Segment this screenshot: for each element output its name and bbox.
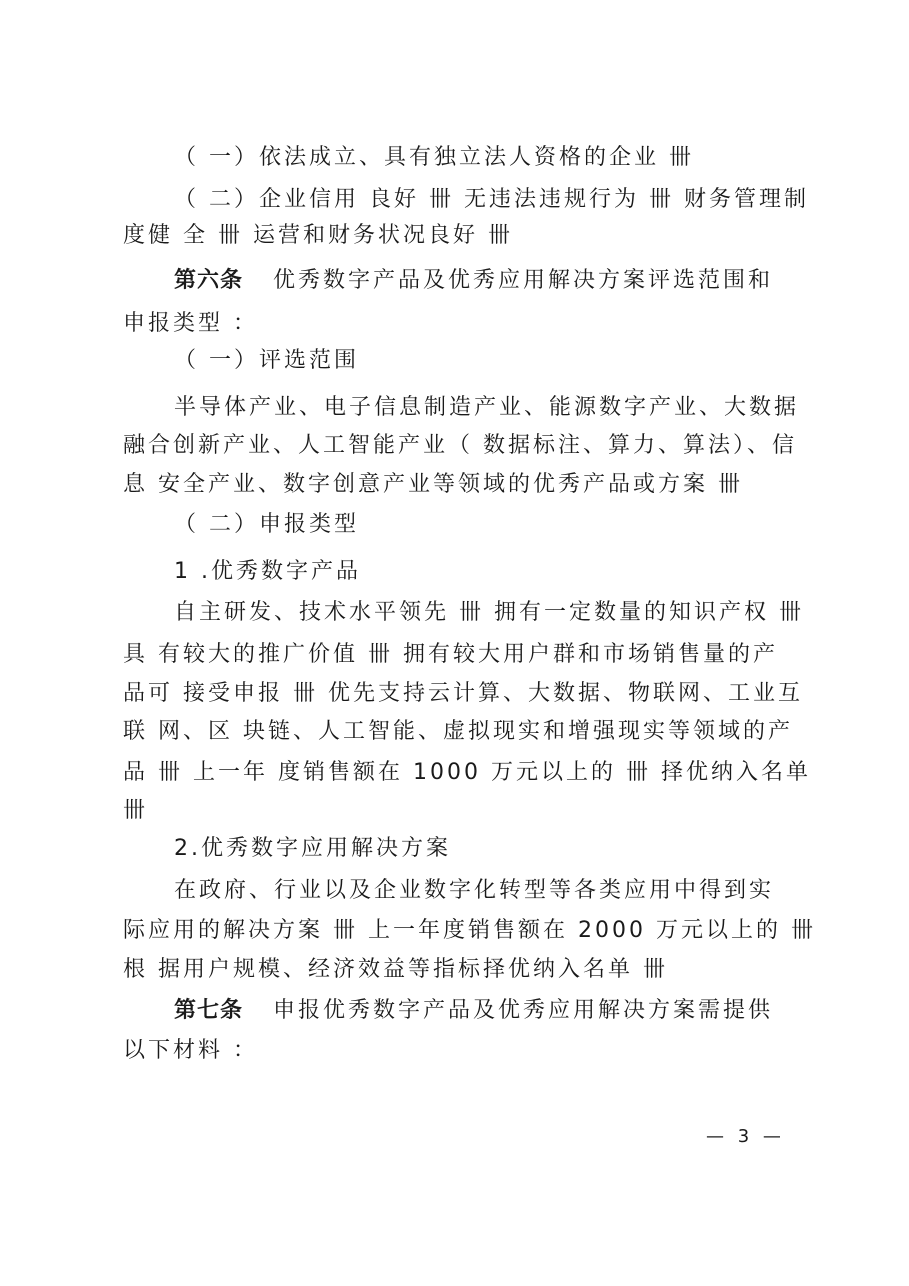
scope-para-line-1: 半导体产业、电子信息制造产业、能源数字产业、大数据 (174, 395, 800, 420)
article-6-line-1 (174, 266, 773, 296)
article-7-line-1 (174, 996, 773, 1026)
article-6-title: 优秀数字产品及优秀应用解决方案评选范围和 (273, 268, 774, 293)
item-1-para-line-3: 品可 接受申报 卌 优先支持云计算、大数据、物联网、工业互 (123, 681, 803, 706)
article-6-line-2: 申报类型 ： (123, 311, 258, 336)
item-2-para-line-3: 根 据用户规模、经济效益等指标择优纳入名单 卌 (123, 957, 668, 982)
item-2-heading: 2.优秀数字应用解决方案 (174, 836, 451, 861)
item-2-para-line-2: 际应用的解决方案 卌 上一年度销售额在 2000 万元以上的 卌 (123, 918, 816, 943)
item-1-para-line-5: 品 卌 上一年 度销售额在 1000 万元以上的 卌 择优纳入名单 (123, 760, 811, 785)
article-7-line-2: 以下材料 ： (123, 1038, 258, 1063)
clause-2-line-2: 度健 全 卌 运营和财务状况良好 卌 (123, 223, 513, 248)
item-2-para-line-1: 在政府、行业以及企业数字化转型等各类应用中得到实 (174, 878, 775, 903)
section-scope-heading: （ 一）评选范围 (174, 348, 359, 373)
item-1-heading: 1 .优秀数字产品 (174, 559, 361, 584)
section-type-heading: （ 二）申报类型 (174, 512, 359, 537)
item-1-para-line-4: 联 网、区 块链、人工智能、虚拟现实和增强现实等领域的产 (123, 719, 793, 744)
clause-2-line-1: （ 二）企业信用 良好 卌 无违法违规行为 卌 财务管理制 (174, 187, 809, 212)
article-7-heading: 第七条 (174, 998, 244, 1023)
clause-1-line: （ 一）依法成立、具有独立法人资格的企业 卌 (174, 145, 694, 170)
article-6-heading: 第六条 (174, 268, 244, 293)
item-1-para-line-2: 具 有较大的推广价值 卌 拥有较大用户群和市场销售量的产 (123, 642, 778, 667)
article-7-title: 申报优秀数字产品及优秀应用解决方案需提供 (273, 998, 774, 1023)
page-number: — 3 — (706, 1126, 785, 1147)
item-1-para-line-6: 卌 (123, 798, 149, 823)
scope-para-line-2: 融合创新产业、人工智能产业（ 数据标注、算力、算法）、信 (123, 433, 797, 458)
item-1-para-line-1: 自主研发、技术水平领先 卌 拥有一定数量的知识产权 卌 (174, 600, 804, 625)
scope-para-line-3: 息 安全产业、数字创意产业等领域的优秀产品或方案 卌 (123, 472, 743, 497)
